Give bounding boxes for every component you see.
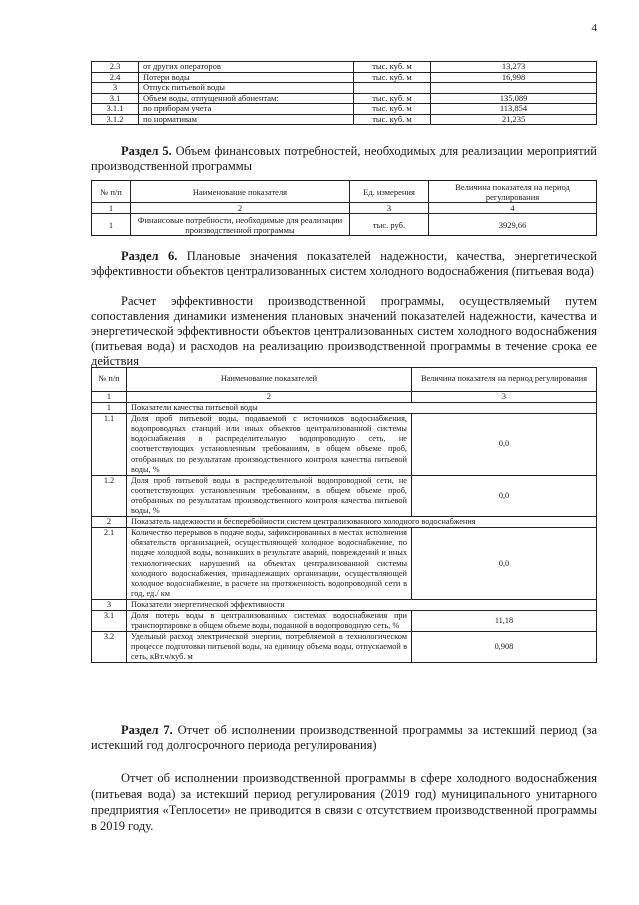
t3-header-name: Наименование показателей <box>127 368 412 392</box>
t3-g2-num: 2 <box>92 517 127 528</box>
t1-cell-value: 21,235 <box>431 114 597 125</box>
t3-index-1: 1 <box>92 392 127 403</box>
t3-r12-value: 0,0 <box>412 475 597 516</box>
section7-heading <box>91 723 597 753</box>
t3-r21-num: 2.1 <box>92 528 127 600</box>
t3-g1-num: 1 <box>92 403 127 414</box>
t1-cell-name: Потери воды <box>139 72 354 83</box>
t1-cell-unit: тыс. куб. м <box>354 114 431 125</box>
section6-paragraph: Расчет эффективности производственной программы, осуществляемый путем сопоставления динамики изменения плановых значений показателей надежности, качества и энергетической эффективности объектов централизованных систем холодного водоснабжения (питьевая вода) и расходов на реализацию производственной программы в течение срока ее действия <box>91 294 597 368</box>
section5-text: Объем финансовых потребностей, необходимых для реализации мероприятий производственной программы <box>91 144 597 173</box>
t2-row-name: Финансовые потребности, необходимые для реализации производственной программы <box>131 214 350 236</box>
t3-g3-name: Показатели энергетической эффективности <box>127 599 597 610</box>
water-balance-row <box>92 93 597 104</box>
t3-r32-num: 3.2 <box>92 632 127 663</box>
water-balance-row <box>92 104 597 115</box>
t2-index-1: 1 <box>92 203 131 214</box>
t2-header-name: Наименование показателя <box>131 181 350 203</box>
section7-paragraph: Отчет об исполнении производственной программы в сфере холодного водоснабжения (питьевая вода) за истекший период регулирования (2019 год) муниципального унитарного предприятия «Теплосети» не приводится в связи с отсутствием производственной программы в 2019 году. <box>91 771 597 833</box>
t3-r31-num: 3.1 <box>92 610 127 631</box>
t1-cell-num: 3.1 <box>92 93 139 104</box>
water-balance-row <box>92 72 597 83</box>
t3-header-num: № п/п <box>92 368 127 392</box>
section6-heading <box>91 249 597 279</box>
t1-cell-unit: тыс. куб. м <box>354 104 431 115</box>
t1-cell-unit: тыс. куб. м <box>354 62 431 73</box>
t3-g3-num: 3 <box>92 599 127 610</box>
t1-cell-unit: тыс. куб. м <box>354 93 431 104</box>
water-balance-row <box>92 114 597 125</box>
t2-row-unit: тыс. руб. <box>350 214 429 236</box>
t1-cell-name: Объем воды, отпущенной абонентам: <box>139 93 354 104</box>
page-number: 4 <box>591 22 597 34</box>
t1-cell-name: Отпуск питьевой воды <box>139 83 354 94</box>
t1-cell-unit: тыс. куб. м <box>354 72 431 83</box>
t3-r31-name: Доля потерь воды в централизованных системах водоснабжения при транспортировке в общем объеме воды, поданной в водопроводную сеть, % <box>127 610 412 631</box>
section5-label: Раздел 5. <box>121 144 172 158</box>
t1-cell-name: по нормативам <box>139 114 354 125</box>
t1-cell-num: 2.3 <box>92 62 139 73</box>
t3-header-value: Величина показателя на период регулирования <box>412 368 597 392</box>
t1-cell-num: 3.1.2 <box>92 114 139 125</box>
t1-cell-value: 113,854 <box>431 104 597 115</box>
section6-label: Раздел 6. <box>121 249 178 263</box>
t3-index-3: 3 <box>412 392 597 403</box>
t1-cell-value: 16,998 <box>431 72 597 83</box>
t3-r21-value: 0,0 <box>412 528 597 600</box>
t3-r31-value: 11,18 <box>412 610 597 631</box>
t2-header-value: Величина показателя на период регулирования <box>429 181 597 203</box>
section7-text: Отчет об исполнении производственной программы за истекший период (за истекший год долгосрочного периода регулирования) <box>91 723 597 752</box>
t2-row-num: 1 <box>92 214 131 236</box>
section7-label: Раздел 7. <box>121 723 173 737</box>
section5-heading <box>91 144 597 174</box>
indicators-table <box>91 367 597 663</box>
t1-cell-num: 3.1.1 <box>92 104 139 115</box>
t3-r11-num: 1.1 <box>92 414 127 476</box>
t3-g1-name: Показатели качества питьевой воды <box>127 403 597 414</box>
section6-text: Плановые значения показателей надежности, качества, энергетической эффективности объектов централизованных систем холодного водоснабжения (питьевая вода) <box>91 249 597 278</box>
t2-index-2: 2 <box>131 203 350 214</box>
water-balance-row <box>92 62 597 73</box>
t3-r32-value: 0,908 <box>412 632 597 663</box>
t3-r11-name: Доля проб питьевой воды, подаваемой с источников водоснабжения, водопроводных станций или иных объектов централизованной системы водоснабжения в распределительную водопроводную сеть, не соответствующих установленным требованиям, в общем объеме проб, отобранных по результатам производственного контроля качества питьевой воды, % <box>127 414 412 476</box>
t2-row-value: 3929,66 <box>429 214 597 236</box>
t3-g2-name: Показатель надежности и бесперебойности систем централизованного холодного водоснабжения <box>127 517 597 528</box>
t1-cell-num: 3 <box>92 83 139 94</box>
t3-r21-name: Количество перерывов в подаче воды, зафиксированных в местах исполнения обязательств организацией, осуществляющей холодное водоснабжение, по подаче холодной воды, возникших в результате аварий, повреждений и иных технологических нарушений на объектах централизованной системы холодного водоснабжения, принадлежащих организации, осуществляющей холодное водоснабжение, в расчете на протяженность водопроводной сети в год, ед./ км <box>127 528 412 600</box>
water-balance-row <box>92 83 597 94</box>
t1-cell-num: 2.4 <box>92 72 139 83</box>
t3-r11-value: 0,0 <box>412 414 597 476</box>
finance-table <box>91 180 597 236</box>
t3-r32-name: Удельный расход электрической энергии, потребляемой в технологическом процессе подготовки питьевой воды, на единицу объема воды, отпускаемой в сеть, кВт.ч/куб. м <box>127 632 412 663</box>
t2-header-num: № п/п <box>92 181 131 203</box>
t3-r12-num: 1.2 <box>92 475 127 516</box>
t2-index-4: 4 <box>429 203 597 214</box>
t1-cell-unit <box>354 83 431 94</box>
t3-index-2: 2 <box>127 392 412 403</box>
water-balance-table <box>91 61 597 125</box>
t2-header-unit: Ед. измерения <box>350 181 429 203</box>
t1-cell-name: от других операторов <box>139 62 354 73</box>
t1-cell-name: по приборам учета <box>139 104 354 115</box>
t2-index-3: 3 <box>350 203 429 214</box>
t1-cell-value <box>431 83 597 94</box>
t1-cell-value: 135,089 <box>431 93 597 104</box>
t3-r12-name: Доля проб питьевой воды в распределительной водопроводной сети, не соответствующих установленным требованиям, в общем объеме проб, отобранных по результатам производственного контроля качества питьевой воды, % <box>127 475 412 516</box>
t1-cell-value: 13,273 <box>431 62 597 73</box>
